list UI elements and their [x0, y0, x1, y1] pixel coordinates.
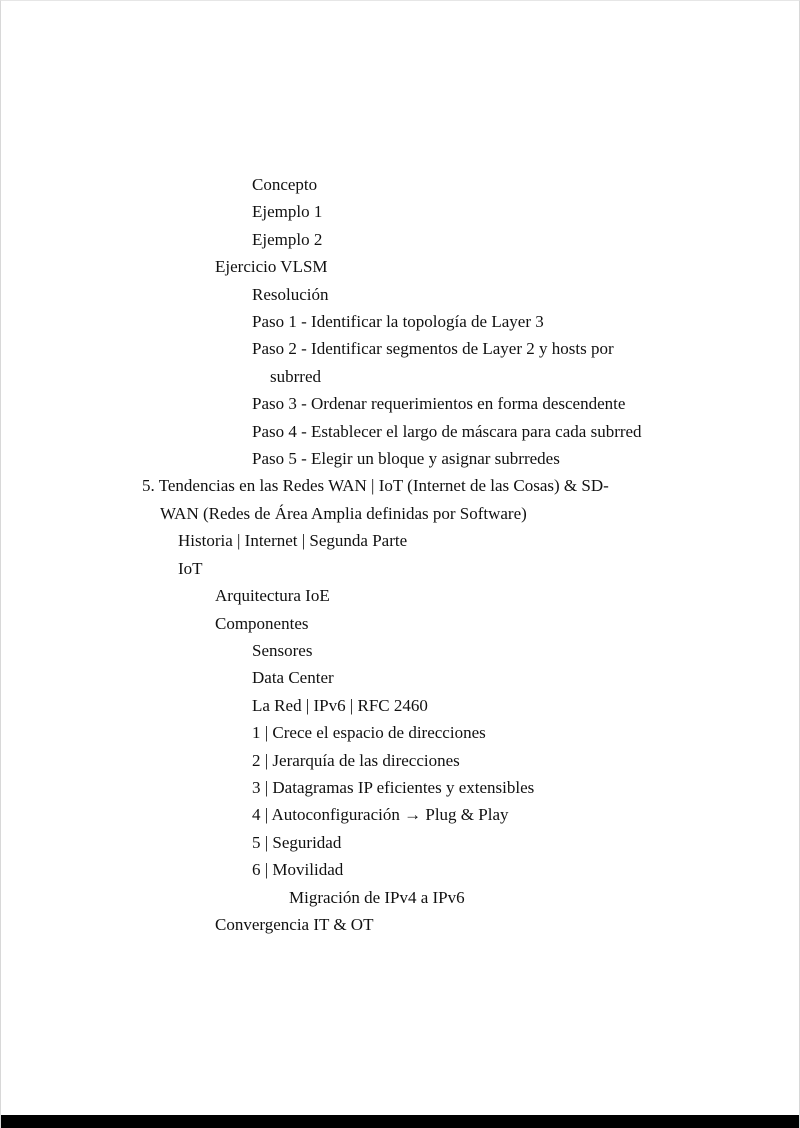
toc-item-migracion — [1, 884, 799, 911]
toc-item-ipv6-1 — [1, 719, 799, 746]
toc-item-label: 6 | Movilidad — [252, 860, 344, 880]
toc-item-label: 2 | Jerarquía de las direcciones — [252, 750, 460, 770]
toc-item-label: Concepto — [252, 175, 318, 194]
toc-item-historia — [1, 527, 799, 554]
toc-item-data-center — [1, 664, 799, 691]
toc-item-ipv6-5 — [1, 829, 799, 856]
toc-item-label: Migración de IPv4 a IPv6 — [289, 887, 465, 907]
toc-item-label: Resolución — [252, 284, 329, 304]
toc-item-label: Sensores — [252, 640, 313, 660]
toc-item-iot — [1, 555, 799, 582]
toc-item-label: Componentes — [215, 613, 309, 633]
toc-item-ipv6-6 — [1, 856, 799, 883]
toc-item-label: 3 | Datagramas IP eficientes y extensibles — [252, 777, 535, 797]
toc-item-paso-5 — [1, 445, 799, 472]
toc-item-label: Paso 3 - Ordenar requerimientos en forma descendente — [252, 394, 626, 414]
toc-item-label: La Red | IPv6 | RFC 2460 — [252, 695, 428, 715]
toc-item-arquitectura-ioe — [1, 582, 799, 609]
toc-item-label-line2: subrred — [270, 366, 321, 386]
toc-item-ejemplo-2 — [1, 226, 799, 253]
toc-item-label: 4 | Autoconfiguración → Plug & Play — [252, 805, 509, 825]
toc-item-label: IoT — [178, 558, 203, 578]
toc-item-paso-4 — [1, 418, 799, 445]
toc-item-ipv6-4 — [1, 801, 799, 828]
toc-item-label: 5 | Seguridad — [252, 832, 342, 852]
toc-item-ejercicio-vlsm — [1, 253, 799, 280]
toc-item-paso-1 — [1, 308, 799, 335]
toc-item-concepto — [1, 171, 799, 198]
toc-item-label: 1 | Crece el espacio de direcciones — [252, 723, 486, 743]
toc-item-label: Paso 5 - Elegir un bloque y asignar subrredes — [252, 449, 560, 469]
toc-item-ipv6-2 — [1, 747, 799, 774]
toc-item-label: Ejemplo 2 — [252, 229, 323, 249]
toc-item-label-line1: 5. Tendencias en las Redes WAN | IoT (Internet de las Cosas) & SD- — [142, 476, 609, 496]
toc-item-label: Arquitectura IoE — [215, 586, 330, 606]
toc-item-label: Paso 4 - Establecer el largo de máscara para cada subrred — [252, 421, 642, 441]
toc-item-paso-2 — [1, 335, 799, 390]
toc-item-ejemplo-1 — [1, 198, 799, 225]
toc-item-label-line2: WAN (Redes de Área Amplia definidas por Software) — [160, 503, 527, 523]
toc-item-ipv6-3 — [1, 774, 799, 801]
toc-section-5-tendencias — [1, 472, 799, 527]
toc-item-label: Ejemplo 1 — [252, 202, 323, 222]
toc-item-resolucion — [1, 281, 799, 308]
toc-item-label: Ejercicio VLSM — [215, 257, 328, 277]
toc-item-paso-3 — [1, 390, 799, 417]
toc-item-la-red-ipv6 — [1, 692, 799, 719]
toc-item-label: Paso 1 - Identificar la topología de Layer 3 — [252, 312, 544, 332]
toc-item-componentes — [1, 610, 799, 637]
toc-item-convergencia — [1, 911, 799, 938]
table-of-contents — [1, 171, 799, 938]
toc-item-sensores — [1, 637, 799, 664]
bottom-bar — [1, 1115, 799, 1128]
toc-item-label-line1: Paso 2 - Identificar segmentos de Layer 2 y hosts por — [252, 339, 614, 359]
toc-item-label: Data Center — [252, 668, 334, 688]
toc-item-label: Historia | Internet | Segunda Parte — [178, 531, 408, 551]
toc-item-label: Convergencia IT & OT — [215, 914, 374, 934]
